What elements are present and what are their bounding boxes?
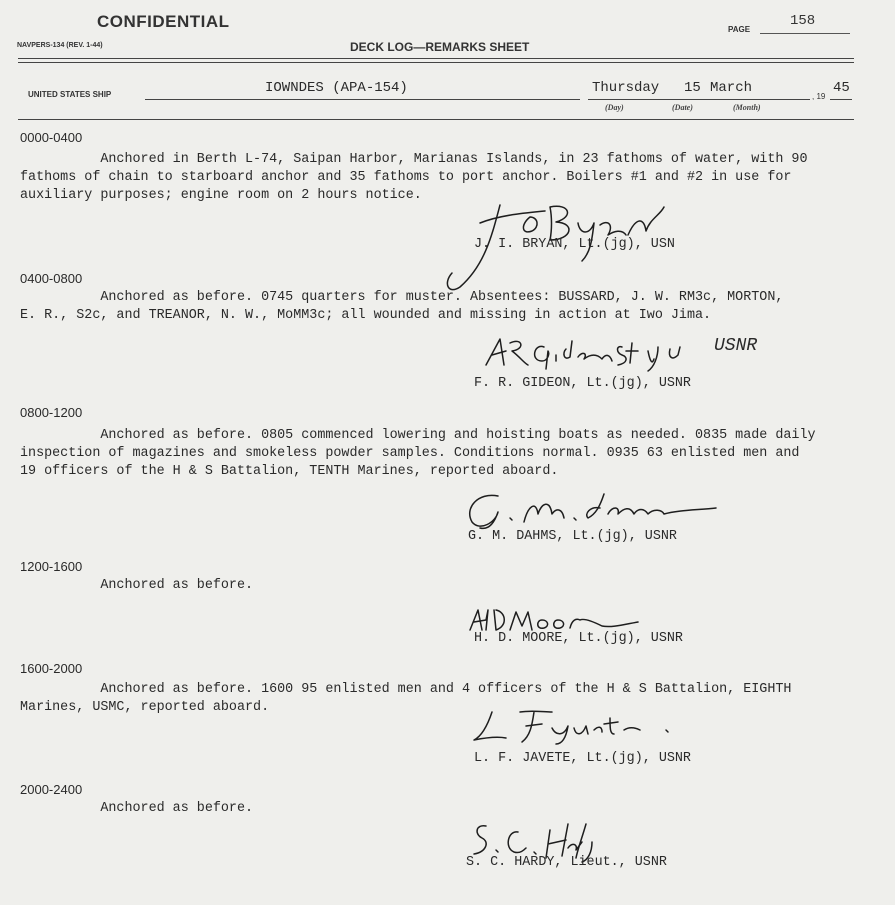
ship-name: IOWNDES (APA-154)	[265, 80, 408, 96]
date-caption: (Date)	[672, 103, 693, 112]
day-caption: (Day)	[605, 103, 624, 112]
ship-name-line	[145, 99, 580, 100]
year-value: 45	[833, 80, 850, 96]
header-rule-bottom	[18, 62, 854, 63]
log-entry: Anchored as before. 1600 95 enlisted men and 4 officers of the H & S Battalion, EIGHTH Marines, USMC, reported aboard.	[20, 682, 792, 715]
page-number-line	[760, 33, 850, 34]
signer-name: S. C. HARDY, Lieut., USNR	[466, 855, 667, 870]
signer-name: F. R. GIDEON, Lt.(jg), USNR	[474, 376, 691, 391]
handwritten-usnr: USNR	[714, 336, 758, 356]
ship-label: UNITED STATES SHIP	[28, 90, 112, 99]
classification-marking: CONFIDENTIAL	[97, 12, 230, 31]
log-entry: Anchored as before.	[20, 578, 254, 593]
watch-time: 0400-0800	[20, 271, 83, 286]
day-value: Thursday	[592, 80, 660, 96]
watch-time: 1200-1600	[20, 559, 83, 574]
signature-javete	[470, 706, 690, 746]
page-number: 158	[790, 13, 816, 29]
header-rule-top	[18, 58, 854, 59]
log-entry: Anchored as before.	[20, 801, 254, 816]
watch-time: 2000-2400	[20, 782, 83, 797]
signature-dahms	[458, 488, 728, 533]
year-prefix: , 19	[812, 92, 826, 101]
sheet-title: DECK LOG—REMARKS SHEET	[350, 40, 530, 54]
date-line	[588, 99, 810, 100]
signer-name: G. M. DAHMS, Lt.(jg), USNR	[468, 529, 677, 544]
month-value: March	[710, 80, 753, 96]
watch-time: 1600-2000	[20, 661, 83, 676]
year-line	[830, 99, 852, 100]
page-label: PAGE	[728, 25, 751, 34]
signature-moore	[466, 604, 646, 634]
log-entry: Anchored in Berth L-74, Saipan Harbor, Marianas Islands, in 23 fathoms of water, with 90 fathoms of chain to starboard anchor and 35 fathoms to port anchor. Boilers #1 and #2 in use for auxiliary purposes; engine room on 2 hours notice.	[20, 152, 808, 203]
signer-name: L. F. JAVETE, Lt.(jg), USNR	[474, 751, 691, 766]
watch-time: 0800-1200	[20, 405, 83, 420]
log-entry: Anchored as before. 0805 commenced lowering and hoisting boats as needed. 0835 made daily inspection of magazines and smokeless powder samples. Conditions normal. 0935 63 enlisted men and 19 officers of the H & S Battalion, TENTH Marines, reported aboard.	[20, 428, 816, 479]
month-caption: (Month)	[733, 103, 761, 112]
log-entry: Anchored as before. 0745 quarters for muster. Absentees: BUSSARD, J. W. RM3c, MORTON, E. R., S2c, and TREANOR, N. W., MoMM3c; all wounded and missing in action at Iwo Jima.	[20, 290, 784, 323]
watch-time: 0000-0400	[20, 130, 83, 145]
ship-rule	[18, 119, 854, 120]
signer-name: H. D. MOORE, Lt.(jg), USNR	[474, 631, 683, 646]
signature-gideon	[482, 333, 722, 373]
date-value: 15	[684, 80, 701, 96]
form-number: NAVPERS-134 (REV. 1-44)	[17, 42, 103, 49]
signer-name: J. I. BRYAN, Lt.(jg), USN	[474, 237, 675, 252]
